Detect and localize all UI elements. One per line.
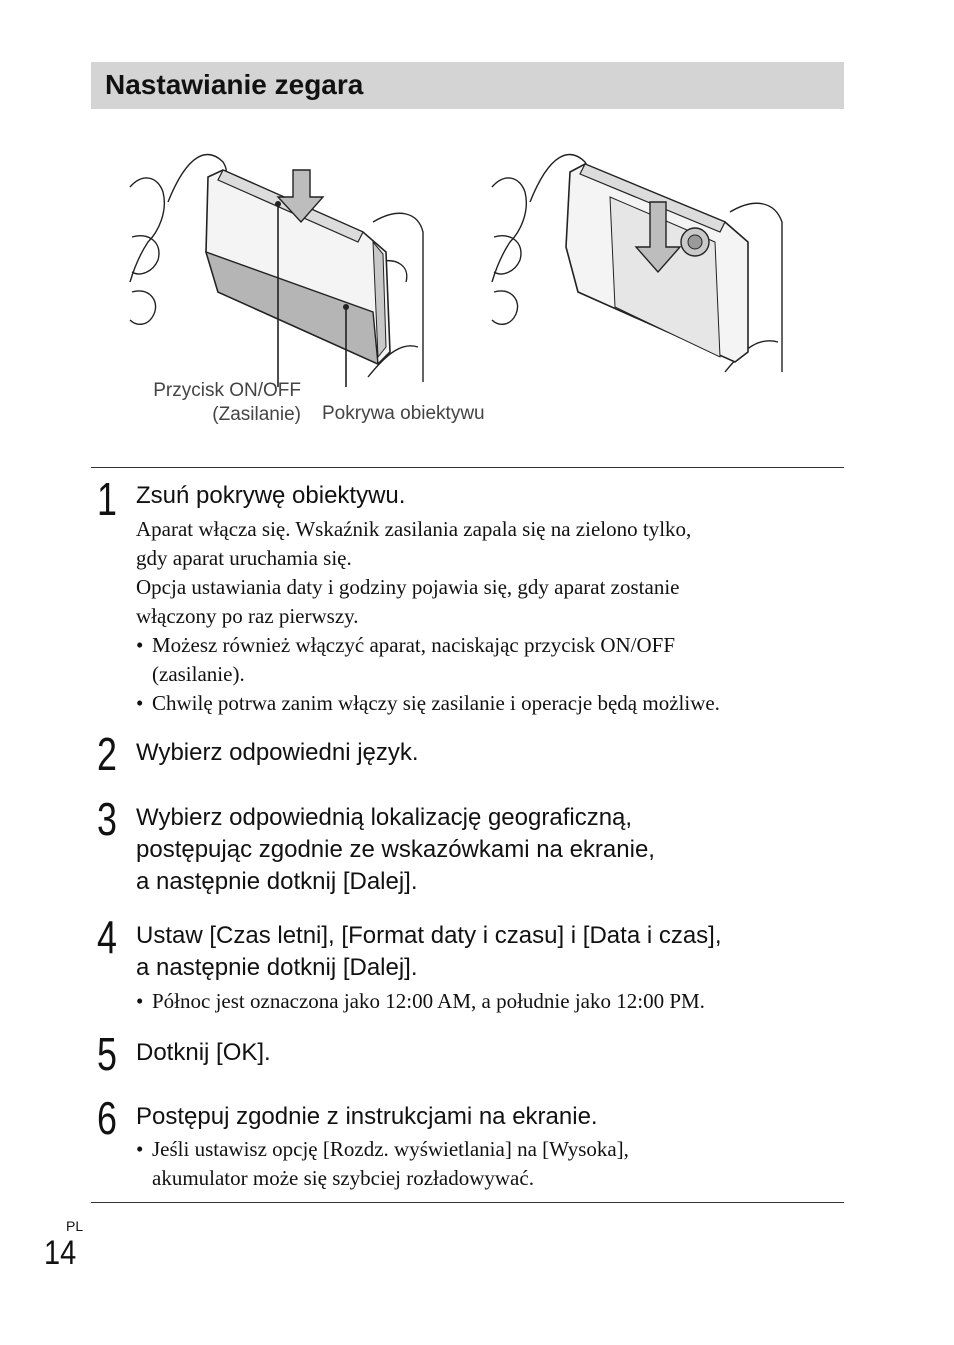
step-number: 2 [97,728,117,780]
step-note [136,631,675,689]
section-title: Nastawianie zegara [105,69,364,100]
step-note [136,1135,629,1193]
step-title: postępując zgodnie ze wskazówkami na ekranie, [136,836,655,863]
bottom-divider [91,1202,844,1203]
power-button-label [139,379,301,427]
page-number: 14 [44,1234,77,1272]
step-title: Wybierz odpowiednią lokalizację geograficzną, [136,804,633,831]
step-note-text: Możesz również włączyć aparat, naciskając przycisk ON/OFF [152,633,676,657]
section-header [91,62,844,109]
lens-cover-label: Pokrywa obiektywu [322,403,485,424]
bullet-icon: • [136,989,144,1013]
language-code: PL [66,1218,84,1234]
step-note-text: Północ jest oznaczona jako 12:00 AM, a południe jako 12:00 PM. [152,989,705,1013]
step-number: 6 [97,1092,117,1144]
step-title: Ustaw [Czas letni], [Format daty i czasu] i [Data i czas], [136,922,722,949]
step-note [136,987,705,1016]
power-button-label-line2: (Zasilanie) [212,404,301,425]
step-note-text: Jeśli ustawisz opcję [Rozdz. wyświetlania] na [Wysoka], [152,1137,629,1161]
top-divider [91,467,844,468]
step-body-line: Opcja ustawiania daty i godziny pojawia się, gdy aparat zostanie [136,575,680,599]
camera-power-button-illustration [128,142,428,387]
step-body-line: włączony po raz pierwszy. [136,604,359,628]
step-title: Wybierz odpowiedni język. [136,739,419,766]
step-title: a następnie dotknij [Dalej]. [136,954,418,981]
bullet-icon: • [136,633,144,657]
power-button-label-line1: Przycisk ON/OFF [153,380,301,401]
step-note-text: akumulator może się szybciej rozładowywać. [152,1166,534,1190]
step-title: Dotknij [OK]. [136,1039,271,1066]
step-body-line: Aparat włącza się. Wskaźnik zasilania zapala się na zielono tylko, [136,517,692,541]
bullet-icon: • [136,691,144,715]
step-number: 1 [97,473,117,525]
step-note-text: (zasilanie). [152,662,245,686]
bullet-icon: • [136,1137,144,1161]
step-number: 5 [97,1028,117,1080]
step-title: Zsuń pokrywę obiektywu. [136,482,406,509]
step-title: Postępuj zgodnie z instrukcjami na ekranie. [136,1103,598,1130]
camera-slide-cover-illustration [490,142,785,377]
step-number: 3 [97,793,117,845]
step-body-line: gdy aparat uruchamia się. [136,546,352,570]
step-note-text: Chwilę potrwa zanim włączy się zasilanie i operacje będą możliwe. [152,691,720,715]
step-note [136,689,720,718]
step-title: a następnie dotknij [Dalej]. [136,868,418,895]
step-number: 4 [97,911,117,963]
